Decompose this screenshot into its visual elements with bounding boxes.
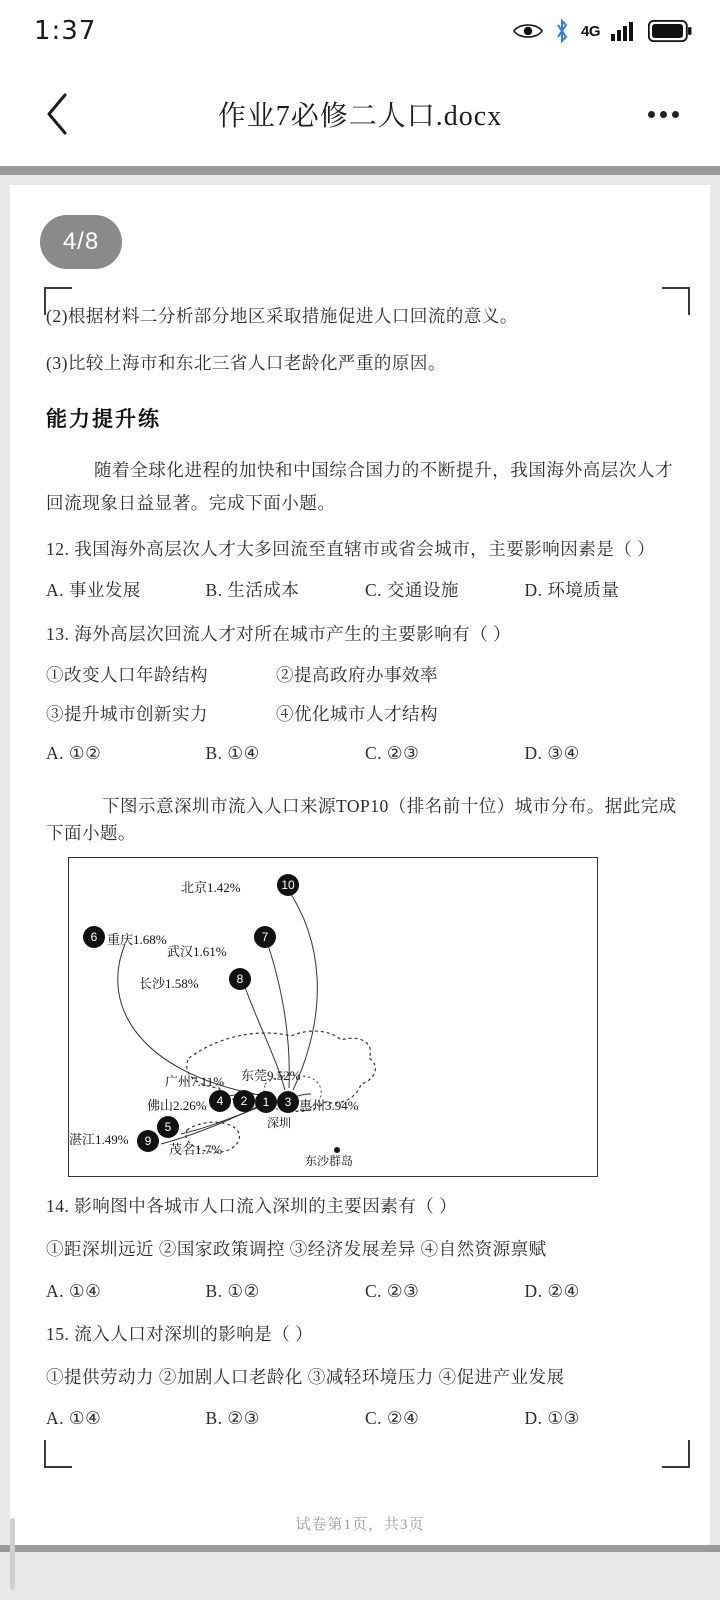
figure-label-chongqing: 重庆1.68% <box>107 932 167 948</box>
bluetooth-icon <box>554 19 570 43</box>
option-c[interactable]: C. ②③ <box>365 1280 420 1301</box>
question-15-number: 15. <box>46 1323 70 1344</box>
figure-node-5: 5 <box>157 1116 179 1138</box>
figure-node-2: 2 <box>233 1090 255 1112</box>
question-13-options <box>46 740 684 767</box>
status-icons <box>513 19 692 43</box>
option-b[interactable]: B. 生活成本 <box>205 580 300 601</box>
page-indicator-badge: 4/8 <box>40 215 122 269</box>
option-b[interactable]: B. ①② <box>205 1280 260 1301</box>
document-content <box>46 303 684 1498</box>
option-c[interactable]: C. ②④ <box>365 1407 420 1428</box>
figure-annotation-dongsha: 东沙群岛 <box>305 1154 354 1169</box>
figure-node-7: 7 <box>254 926 276 948</box>
sub-option-3: ③减轻环境压力 <box>307 1366 434 1387</box>
figure-map-drawing <box>69 858 597 1176</box>
option-a[interactable]: A. ①④ <box>46 1280 102 1301</box>
sub-option-4: ④自然资源禀赋 <box>420 1239 547 1260</box>
figure-caption: 下图示意深圳市流入人口来源TOP10（排名前十位）城市分布。据此完成下面小题。 <box>46 796 677 844</box>
back-button[interactable] <box>30 87 84 141</box>
question-13-sub-options-row-1 <box>46 662 684 689</box>
figure-label-beijing: 北京1.42% <box>181 880 241 896</box>
question-12-stem <box>46 536 684 563</box>
question-15-sub-options <box>46 1364 684 1391</box>
question-13-stem <box>46 621 684 648</box>
sub-option-1: ①改变人口年龄结构 <box>46 664 208 685</box>
sub-option-3: ③提升城市创新实力 <box>46 703 208 724</box>
signal-icon <box>611 21 637 41</box>
question-13-text: 海外高层次回流人才对所在城市产生的主要影响有（ ） <box>74 623 512 644</box>
question-12-options <box>46 577 684 604</box>
figure-map <box>68 857 598 1177</box>
option-a[interactable]: A. ①② <box>46 742 102 763</box>
figure-node-8: 8 <box>229 968 251 990</box>
chevron-left-icon <box>42 91 72 137</box>
sub-option-4: ④促进产业发展 <box>438 1366 565 1387</box>
figure-node-3: 3 <box>277 1091 299 1113</box>
option-a[interactable]: A. ①④ <box>46 1407 102 1428</box>
figure-label-guangzhou: 广州7.11% <box>165 1074 225 1090</box>
figure-label-wuhan: 武汉1.61% <box>167 944 227 960</box>
question-14-stem <box>46 1193 684 1220</box>
figure-label-zhanjiang: 湛江1.49% <box>69 1132 129 1148</box>
question-12-text: 我国海外高层次人才大多回流至直辖市或省会城市，主要影响因素是（ ） <box>74 539 656 560</box>
figure-label-huizhou: 惠州3.94% <box>299 1098 359 1114</box>
sub-option-2: ②国家政策调控 <box>158 1239 285 1260</box>
question-14-sub-options <box>46 1236 684 1263</box>
more-dot-icon <box>660 111 667 118</box>
option-c[interactable]: C. ②③ <box>365 742 420 763</box>
option-a[interactable]: A. 事业发展 <box>46 580 141 601</box>
question-14-options <box>46 1278 684 1305</box>
question-2-line: (2)根据材料二分析部分地区采取措施促进人口回流的意义。 <box>46 306 518 326</box>
figure-label-foshan: 佛山2.26% <box>147 1098 207 1114</box>
figure-label-maoming: 茂名1.7% <box>169 1142 223 1158</box>
figure-annotation-shenzhen: 深圳 <box>267 1116 292 1131</box>
sub-option-2: ②加剧人口老龄化 <box>158 1366 303 1387</box>
question-15-options <box>46 1405 684 1432</box>
more-dot-icon <box>672 111 679 118</box>
question-12-number: 12. <box>46 539 70 560</box>
viewer-bottom-divider <box>0 1545 720 1552</box>
intro-paragraph: 随着全球化进程的加快和中国综合国力的不断提升，我国海外高层次人才回流现象日益显著。完成下面小题。 <box>46 459 674 514</box>
figure-node-9: 9 <box>137 1130 159 1152</box>
title-bar <box>0 62 720 166</box>
question-15-text: 流入人口对深圳的影响是（ ） <box>74 1323 314 1344</box>
question-3-line: (3)比较上海市和东北三省人口老龄化严重的原因。 <box>46 353 446 374</box>
figure-node-1: 1 <box>255 1091 277 1113</box>
figure-node-10: 10 <box>277 874 299 896</box>
sub-option-4: ④优化城市人才结构 <box>276 703 438 724</box>
option-b[interactable]: B. ②③ <box>205 1407 260 1428</box>
more-dot-icon <box>648 111 655 118</box>
option-d[interactable]: D. ①③ <box>524 1407 580 1428</box>
document-page[interactable] <box>10 185 710 1568</box>
eye-icon <box>513 22 543 40</box>
battery-icon <box>648 20 692 42</box>
option-d[interactable]: D. ②④ <box>524 1280 580 1301</box>
status-time: 1:37 <box>34 16 97 46</box>
page-title: 作业7必修二人口.docx <box>217 101 503 132</box>
figure-label-changsha: 长沙1.58% <box>139 976 199 992</box>
question-13-sub-options-row-2 <box>46 701 684 728</box>
question-13-number: 13. <box>46 623 70 644</box>
page-footer: 试卷第1页，共3页 <box>295 1517 425 1533</box>
network-type-label: 4G <box>580 22 600 40</box>
option-d[interactable]: D. 环境质量 <box>524 580 620 601</box>
sub-option-1: ①距深圳远近 <box>46 1239 154 1260</box>
question-15-stem <box>46 1321 684 1348</box>
option-d[interactable]: D. ③④ <box>524 742 580 763</box>
figure-label-dongguan: 东莞9.52% <box>241 1068 301 1084</box>
sub-option-2: ②提高政府办事效率 <box>276 664 438 685</box>
figure-node-4: 4 <box>209 1090 231 1112</box>
scroll-indicator[interactable] <box>10 1518 15 1590</box>
viewer-bottom-strip <box>0 1552 720 1600</box>
viewer-top-divider <box>0 166 720 175</box>
question-14-number: 14. <box>46 1196 70 1217</box>
sub-option-3: ③经济发展差异 <box>289 1239 416 1260</box>
section-heading: 能力提升练 <box>46 407 161 432</box>
more-options-button[interactable] <box>636 87 690 141</box>
sub-option-1: ①提供劳动力 <box>46 1366 154 1387</box>
status-bar <box>0 0 720 62</box>
figure-node-6: 6 <box>83 926 105 948</box>
document-viewer[interactable] <box>0 166 720 1600</box>
option-b[interactable]: B. ①④ <box>205 742 260 763</box>
question-14-text: 影响图中各城市人口流入深圳的主要因素有（ ） <box>74 1196 458 1217</box>
option-c[interactable]: C. 交通设施 <box>365 580 459 601</box>
